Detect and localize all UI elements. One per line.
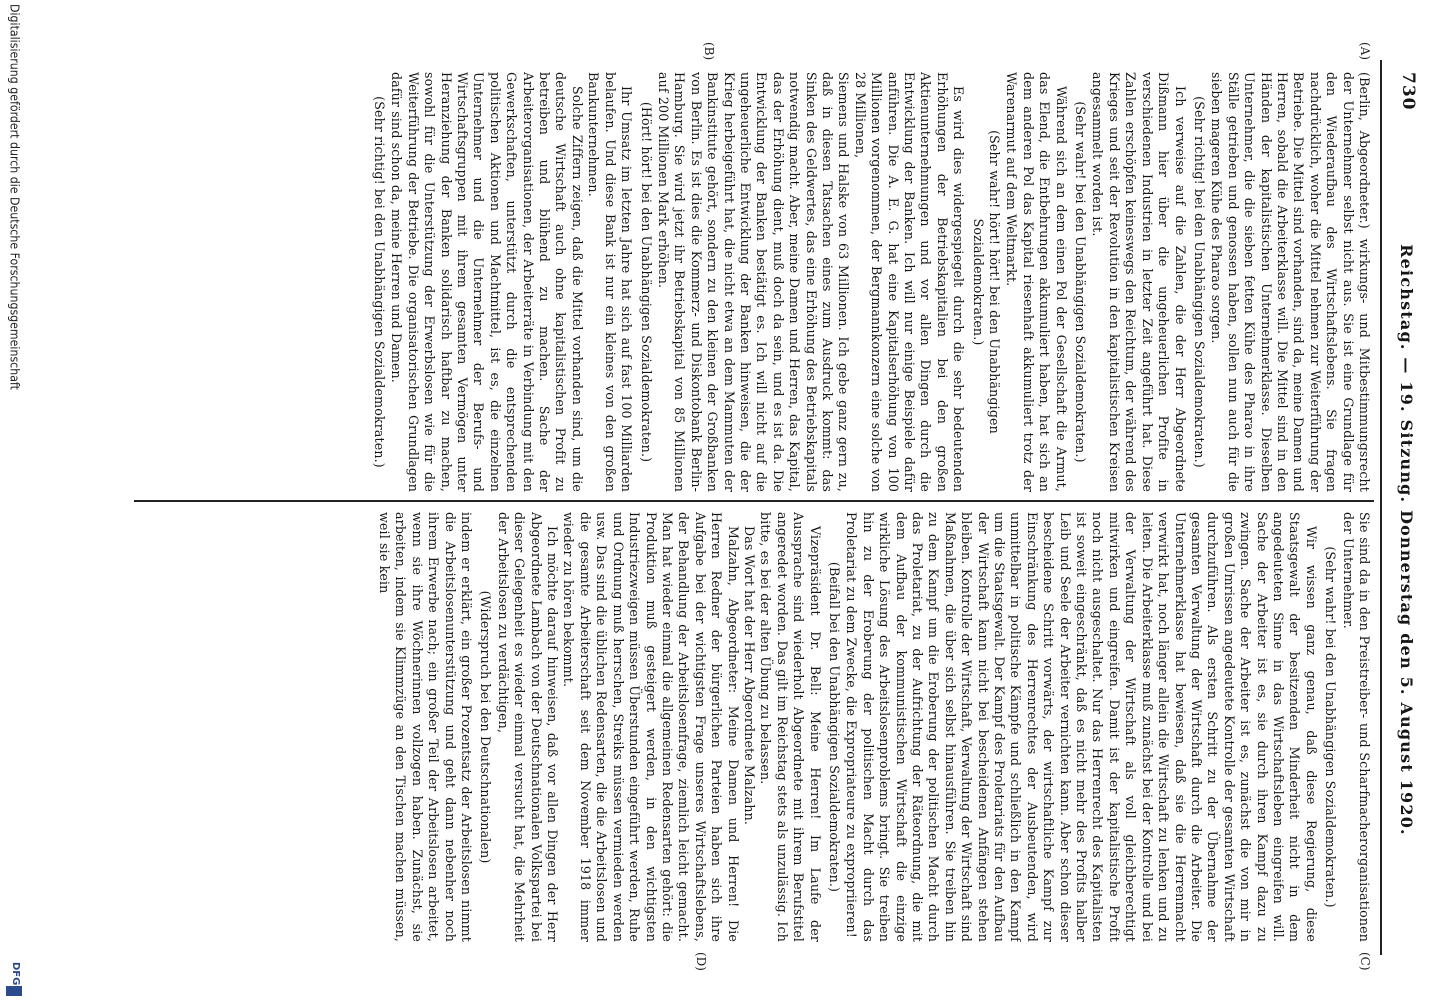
interjection: (Sehr richtig! bei den Unabhängigen Sozialdemokraten.) bbox=[1191, 96, 1207, 468]
paragraph: Wir wissen ganz genau, daß diese Regierung, diese Staatsgewalt der besitzenden Minderheit nicht in dem angedeuteten Sinne in das Wirtschaftsleben eingreifen will. Sache der Arbeiter ist es, sie durch ihren Kampf dazu zu zwingen. Sache der Arbeiter ist es, zunächst die von mir in großen Umrissen angedeutete Kontrolle der gesamten Wirtschaft durchzuführen. Als ersten Schritt zu der Übernahme der gesamten Verwaltung der Wirtschaft durch die Arbeiter. Die Unternehmerklasse hat bewiesen, daß sie die Herrenmacht verwirkt hat, noch länger allein die Wirtschaft zu lenken und zu leiten. Die Arbeiterklasse muß zunächst bei der Kontrolle und bei der Verwaltung der Wirtschaft als voll gleichberechtigt mitwirken und eingreifen. Damit ist der kapitalistische Profit noch nicht ausgeschaltet. Nur das Herrenrecht des Kapitalisten ist soweit eingeschränkt, daß es nicht mehr des Profits halber Leib und Seele der Arbeiter vernichten kann. Aber schon dieser bescheidene Schritt vorwärts, der wirtschaftliche Kampf zur Einschränkung des Herrenrechtes der Ausbeutenden, wird unmittelbar in politische Kämpfe und schließlich in den Kampf um die Staatsgewalt. Der Kampf des Proletariats für den Aufbau der Wirtschaft kann nicht bei bescheidenen Anfängen stehen bleiben. Kontrolle der Wirtschaft, Verwaltung der Wirtschaft sind Maßnahmen, die über sich selbst hinausführen. Sie treiben hin zu dem Kampf um die Eroberung der politischen Macht durch das Proletariat, zu der Aufrichtung der Räteordnung, die mit dem Aufbau der kommunistischen Wirtschaft die einzige wirkliche Lösung des Arbeitslosenproblems bringt. Sie treiben hin zu der Eroberung der politischen Macht durch das Proletariat zu dem Zwecke, die Expropriateure zu expropriieren! bbox=[844, 512, 1319, 942]
left-column bbox=[97, 72, 1372, 492]
paragraph: Malzahn, Abgeordneter: Meine Damen und Herren! Die Herren Redner der bürgerlichen Parteien haben sich ihre Aufgabe bei der wichtigsten Frage unseres Wirtschaftslebens, der Behandlung der Arbeitslosenfrage, ziemlich leicht gemacht. Man hat wieder einmal die allgemeinen Redensarten gehört: die Produktion muß gesteigert werden, in den wichtigsten Industriezweigen müssen Überstunden eingeführt werden, Ruhe und Ordnung muß herrschen, Streiks müssen vermieden werden usw. Das sind die üblichen Redensarten, die die Arbeitslosen und die gesamte Arbeiterschaft seit dem November 1918 immer wieder zu hören bekommt. bbox=[561, 512, 741, 942]
page-number: 730 bbox=[1398, 72, 1418, 111]
credit-text: Digitalisierung gefördert durch die Deutsche Forschungsgemeinschaft bbox=[7, 4, 22, 390]
page-header bbox=[1364, 0, 1434, 1000]
dfg-badge-icon bbox=[6, 986, 22, 996]
digitization-credit bbox=[2, 0, 26, 1000]
margin-marker-a: (A) bbox=[1358, 42, 1372, 61]
interjection: (Sehr wahr! hört! hört! bei den Unabhängigen Sozialdemokraten.) bbox=[970, 130, 1003, 434]
running-head: Reichstag. — 19. Sitzung. Donnerstag den 5. August 1920. bbox=[1397, 244, 1416, 836]
paragraph: (Berlin, Abgeordneter.) wirkungs- und Mitbestimmungsrecht der Unternehmer selbst nicht aus. Sie ist eine Grundlage für den Wiederaufbau des Wirtschaftslebens. Sie fragen nachdrücklich, woher die Mittel nehmen zur Weiterführung der Betriebe. Die Mittel sind vorhanden, sind da, meine Damen und Herren, sobald die Arbeiterklasse will. Die Mittel sind in den Händen der kapitalistischen Unternehmerklasse. Dieselben Unternehmer, die die sieben fetten Kühe des Pharao in ihre Ställe getrieben und genossen haben, sollen nun auch für die sieben mageren Kühe des Pharao sorgen. bbox=[1209, 72, 1372, 492]
header-rule bbox=[1380, 60, 1382, 955]
interjection: (Hört! hört! bei den Unabhängigen Sozialdemokraten.) bbox=[638, 101, 654, 463]
margin-marker-c: (C) bbox=[1358, 952, 1372, 971]
paragraph: Das Wort hat der Herr Abgeordnete Malzahn. bbox=[741, 526, 757, 826]
interjection: (Sehr wahr! bei den Unabhängigen Sozialdemokraten.) bbox=[1073, 101, 1089, 463]
paragraph: Es wird dies widergespiegelt durch die sehr bedeutenden Erhöhungen der Betriebskapitalien bei den großen Aktienunternehmungen und vor allen Dingen durch die Entwicklung der Banken. Ich will nur einige Beispiele dafür anführen. Die A. E. G. hat eine Kapitalserhöhung von 100 Millionen vorgenommen, der Bergmannkonzern eine solche von 28 Millionen, bbox=[852, 72, 967, 492]
paragraph: Siemens und Halske von 63 Millionen. Ich gebe ganz gern zu, daß in diesen Tatsachen eines zum Ausdruck kommt: das Sinken des Geldwertes, das eine Erhöhung des Betriebskapitals notwendig macht. Aber, meine Damen und Herren, das Kapital, das der Erhöhung dient, muß doch da sein, und es ist da. Die Entwicklung der Banken bestätigt es. Ich will nicht auf die ungeheuerliche Entwicklung der Banken hinweisen, die der Krieg herbeigeführt hat, die nicht etwa an dem Mammuten der Bankinstitute gehört, sondern zu den kleinen der Großbanken von Berlin. Es ist dies die Kommerz- und Diskontobank Berlin-Hamburg. Sie wird jetzt ihr Betriebskapital von 85 Millionen auf 200 Millionen Mark erhöhen. bbox=[655, 72, 852, 492]
interjection: (Sehr richtig! bei den Unabhängigen Sozialdemokraten.) bbox=[372, 96, 388, 468]
interjection: (Sehr wahr! bei den Unabhängigen Sozialdemokraten.) bbox=[1323, 546, 1339, 908]
paragraph: Ich verweise auf die Zahlen, die der Herr Abgeordnete Dißmann hier über die ungeheuerlichen Profite in verschiedenen Industrien in letzter Zeit angeführt hat. Diese Zahlen erschöpfen keineswegs den Reichtum, der während des Krieges und seit der Revolution in den kapitalistischen Kreisen angesammelt worden ist. bbox=[1090, 72, 1188, 492]
interjection: (Widerspruch bei den Deutschnationalen) bbox=[478, 590, 494, 864]
margin-marker-b: (B) bbox=[702, 42, 716, 61]
paragraph: Ihr Umsatz im letzten Jahre hat sich auf fast 100 Milliarden belaufen. Und diese Bank ist nur ein kleines von den großen Bankunternehmen. bbox=[586, 72, 635, 492]
dfg-logo: DFG bbox=[10, 962, 21, 986]
paragraph: Solche Ziffern zeigen, daß die Mittel vorhanden sind, um die deutsche Wirtschaft auch ohne kapitalistischen Profit zu betreiben und blühend zu machen. Sache der Arbeiterorganisationen, der Arbeiterräte in Verbindung mit den Gewerkschaften, unterstützt durch die entsprechenden politischen Aktionen und Machtmittel, ist es, die einzelnen Unternehmer und die Unternehmer der Berufs- und Wirtschaftsgruppen mit ihrem gesamten Vermögen unter Heranziehung der Banken solidarisch haftbar zu machen, sowohl für die Unterstützung der Erwerbslosen wie für die Weiterführung der Betriebe. Die organisatorischen Grundlagen dafür sind schon da, meine Herren und Damen. bbox=[389, 72, 585, 492]
column-divider bbox=[134, 500, 1374, 502]
paragraph: Sie sind da in den Preistreiber- und Scharfmacherorganisationen der Unternehmer. bbox=[1340, 512, 1372, 942]
margin-marker-d: (D) bbox=[694, 952, 708, 971]
paragraph: indem er erklärt, ein großer Prozentsatz der Arbeitslosen nimmt die Arbeitslosenunterstützung und geht dann nebenher noch ihrem Erwerbe nach; ein großer Teil der Arbeitslosen arbeitet, wenn sie ihre Wöchnerinnen vollzogen haben. Zunächst, sie arbeiten, indem sie Klimmzüge an den Tischen machen müssen, weil sie kein bbox=[377, 512, 475, 942]
paragraph: Ich möchte darauf hinweisen, daß vor allen Dingen der Herr Abgeordnete Lambach von der Deutschnationalen Volkspartei bei dieser Gelegenheit es wieder einmal versucht hat, die Mehrheit der Arbeitslosen zu verdächtigen, bbox=[495, 512, 561, 942]
interjection: (Beifall bei den Unabhängigen Sozialdemokraten.) bbox=[827, 561, 842, 893]
right-column bbox=[97, 512, 1372, 942]
paragraph: Während sich an dem einen Pol der Gesellschaft die Armut, das Elend, die Entbehrungen akkumuliert haben, hat sich an dem anderen Pol das Kapital riesenhaft akkumuliert trotz der Warenarmut auf dem Weltmarkt. bbox=[1004, 72, 1069, 492]
paragraph: Vizepräsident Dr. Bell: Meine Herren! Im Laufe der Aussprache sind wiederholt Abgeordnete mit ihrem Berufstitel angeredet worden. Das gilt im Reichstag stets als unzulässig. Ich bitte, es bei der alten Übung zu belassen. bbox=[758, 512, 823, 942]
